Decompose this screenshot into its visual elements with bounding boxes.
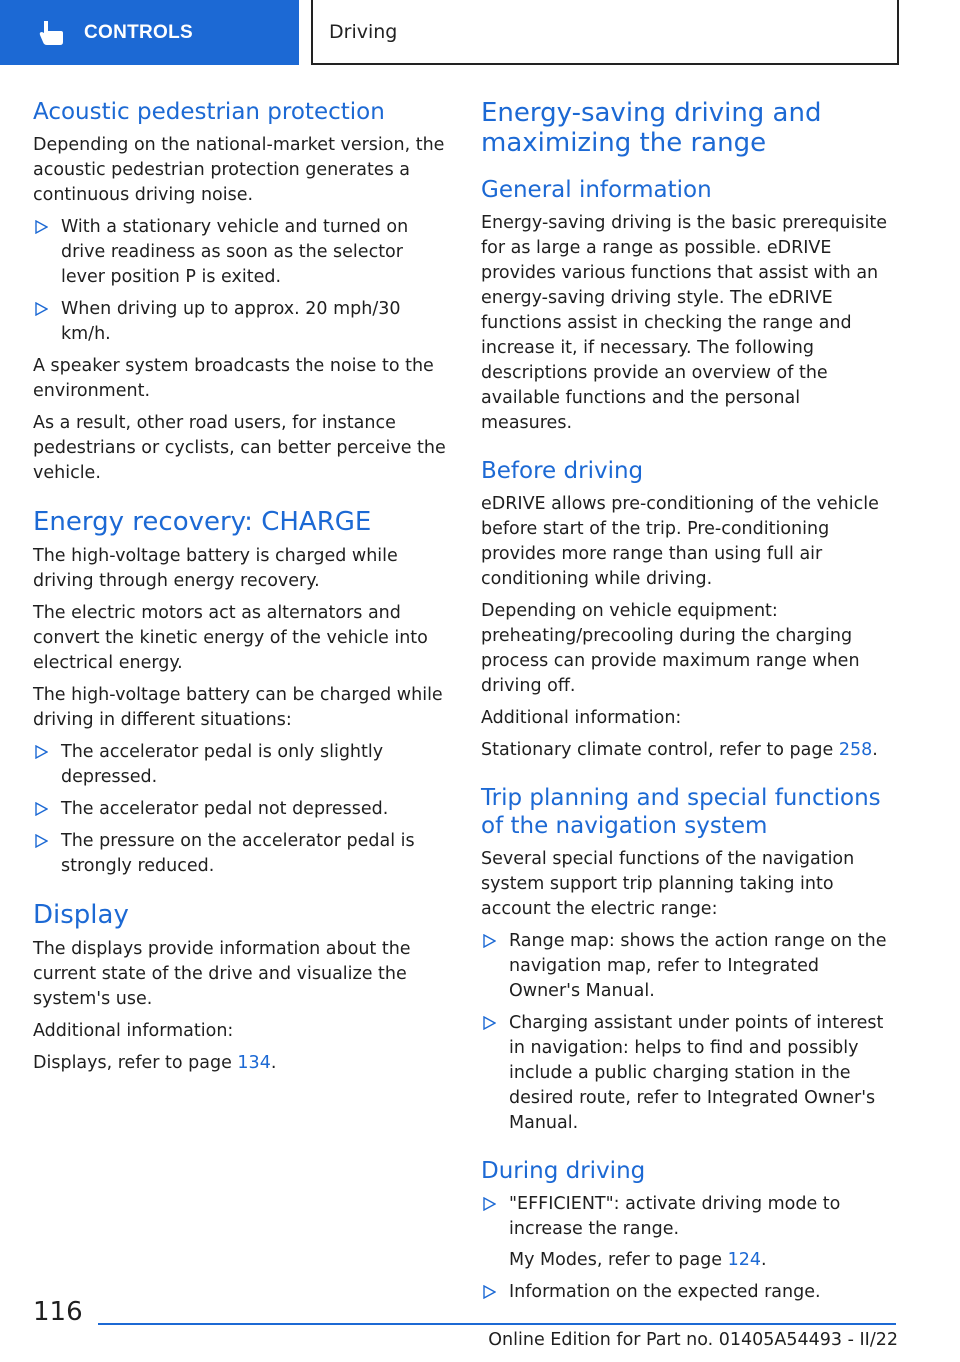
section-energy-recovery (33, 507, 447, 879)
footer-edition: Online Edition for Part no. 01405A54493 - II/22 (488, 1330, 898, 1350)
heading-display: Display (33, 900, 129, 930)
paragraph: Additional information: (33, 1021, 234, 1041)
paragraph: The high-voltage battery can be charged while driving in different situations: (33, 685, 443, 730)
heading-acoustic: Acoustic pedestrian protection (33, 99, 385, 125)
heading-during-driving: During driving (481, 1158, 646, 1184)
list-item: With a stationary vehicle and turned on drive readiness as soon as the selector lever position P is exited. (33, 215, 447, 290)
triangle-bullet-icon (35, 802, 48, 816)
triangle-bullet-icon (483, 1016, 496, 1030)
list-item: The accelerator pedal is only slightly depressed. (33, 740, 447, 790)
section-energy-saving (481, 98, 895, 436)
section-during-driving (481, 1157, 895, 1305)
left-column (33, 98, 447, 1083)
page-reference: My Modes, refer to page 124. (509, 1250, 767, 1270)
list-item: Information on the expected range. (481, 1280, 895, 1305)
page-reference: Stationary climate control, refer to page 258. (481, 740, 878, 760)
header-section-tab (0, 0, 299, 65)
right-column (481, 98, 895, 1312)
triangle-bullet-icon (35, 834, 48, 848)
paragraph: A speaker system broadcasts the noise to the environment. (33, 356, 434, 401)
list-item: Charging assistant under points of interest in navigation: helps to find and possibly include a public charging station in the desired route, refer to Integrated Owner's Manual. (481, 1011, 895, 1136)
page-link-124[interactable]: 124 (727, 1250, 762, 1270)
list-item: Range map: shows the action range on the navigation map, refer to Integrated Owner's Manual. (481, 929, 895, 1004)
bullet-list (481, 1192, 895, 1305)
list-item: When driving up to approx. 20 mph/30 km/h. (33, 297, 447, 347)
paragraph: Depending on the national-market version, the acoustic pedestrian protection generates a continuous driving noise. (33, 135, 445, 205)
triangle-bullet-icon (35, 220, 48, 234)
heading-energy-saving: Energy-saving driving and maximizing the range (481, 98, 822, 158)
paragraph: The displays provide information about the current state of the drive and visualize the system's use. (33, 939, 411, 1009)
section-display (33, 900, 447, 1076)
heading-before-driving: Before driving (481, 458, 644, 484)
paragraph: As a result, other road users, for instance pedestrians or cyclists, can better perceive the vehicle. (33, 413, 446, 483)
heading-trip-planning: Trip planning and special functions of the navigation system (481, 785, 881, 839)
section-before-driving (481, 457, 895, 763)
section-acoustic-pedestrian-protection (33, 98, 447, 486)
section-trip-planning (481, 784, 895, 1136)
triangle-bullet-icon (483, 934, 496, 948)
bullet-list (33, 215, 447, 347)
section-label: CONTROLS (84, 21, 194, 43)
footer-divider (98, 1323, 896, 1325)
paragraph: The high-voltage battery is charged while driving through energy recovery. (33, 546, 398, 591)
paragraph: Depending on vehicle equipment: preheating/precooling during the charging process can provide maximum range when driving off. (481, 601, 860, 696)
pointing-hand-icon (38, 20, 64, 46)
paragraph: Energy-saving driving is the basic prerequisite for as large a range as possible. eDRIVE provides various functions that assist with an energy-saving driving style. The eDRIVE functions assist in checking the range and increase it, if necessary. The following descriptions provide an overview of the available functions and the personal measures. (481, 213, 887, 433)
triangle-bullet-icon (35, 745, 48, 759)
paragraph: Additional information: (481, 708, 682, 728)
list-item: "EFFICIENT": activate driving mode to increase the range. My Modes, refer to page 124. (481, 1192, 895, 1273)
chapter-header (311, 0, 899, 65)
bullet-list (33, 740, 447, 879)
paragraph: The electric motors act as alternators and convert the kinetic energy of the vehicle into electrical energy. (33, 603, 428, 673)
triangle-bullet-icon (483, 1285, 496, 1299)
page-link-134[interactable]: 134 (237, 1053, 271, 1073)
heading-general-information: General information (481, 177, 712, 203)
paragraph: eDRIVE allows pre-conditioning of the vehicle before start of the trip. Pre-conditioning provides more range than using full air conditioning while driving. (481, 494, 879, 589)
triangle-bullet-icon (483, 1197, 496, 1211)
page-reference: Displays, refer to page 134. (33, 1053, 277, 1073)
triangle-bullet-icon (35, 302, 48, 316)
list-item: The accelerator pedal not depressed. (33, 797, 447, 822)
chapter-title: Driving (329, 20, 398, 43)
list-item: The pressure on the accelerator pedal is strongly reduced. (33, 829, 447, 879)
page-link-258[interactable]: 258 (838, 740, 873, 760)
paragraph: Several special functions of the navigation system support trip planning taking into account the electric range: (481, 849, 855, 919)
page-number: 116 (33, 1297, 83, 1327)
heading-energy-recovery: Energy recovery: CHARGE (33, 507, 372, 537)
bullet-list (481, 929, 895, 1136)
